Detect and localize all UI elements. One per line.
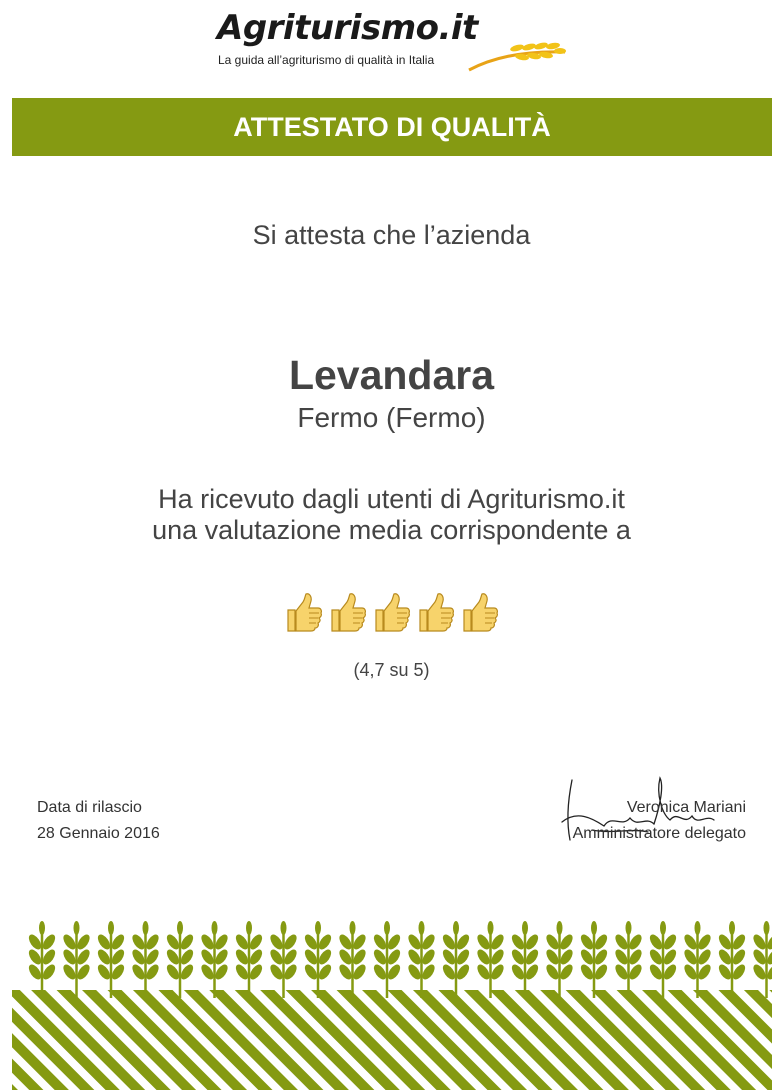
- wheat-stalk-icon: [509, 921, 540, 998]
- wheat-stalk-icon: [578, 921, 609, 998]
- thumbs-up-icon: [284, 592, 324, 634]
- signer-block: [573, 795, 746, 847]
- wheat-stalk-icon: [371, 921, 402, 998]
- rating-message-line-1: Ha ricevuto dagli utenti di Agriturismo.it: [158, 484, 625, 514]
- wheat-stalk-icon: [544, 921, 575, 998]
- wheat-stalk-icon: [440, 921, 471, 998]
- thumbs-up-icon: [328, 592, 368, 634]
- wheat-stalk-icon: [302, 921, 333, 998]
- signer-name: Veronica Mariani: [626, 799, 746, 816]
- rating-message-line-2: una valutazione media corrispondente a: [152, 515, 631, 545]
- wheat-stalk-icon: [199, 921, 230, 998]
- wheat-stalk-icon: [233, 921, 264, 998]
- company-location: Fermo (Fermo): [297, 402, 486, 433]
- wheat-stalk-icon: [164, 921, 195, 998]
- wheat-field-decoration: [12, 920, 772, 1090]
- wheat-stalk-icon: [751, 921, 772, 998]
- wheat-stalk-icon: [337, 921, 368, 998]
- wheat-stalk-icon: [475, 921, 506, 998]
- thumbs-up-icon: [416, 592, 456, 634]
- wheat-stalk-icon: [26, 921, 57, 998]
- wheat-stalk-icon: [268, 921, 299, 998]
- wheat-stalk-icon: [130, 921, 161, 998]
- wheat-stalk-icon: [682, 921, 713, 998]
- thumbs-up-icon: [460, 592, 500, 634]
- wheat-stalk-icon: [647, 921, 678, 998]
- thumbs-up-icon: [372, 592, 412, 634]
- issue-date-block: [37, 795, 160, 847]
- issue-date-label: Data di rilascio: [37, 799, 142, 816]
- wheat-stalk-icon: [716, 921, 747, 998]
- logo-tagline: La guida all’agriturismo di qualità in Italia: [218, 53, 435, 67]
- issue-date-value: 28 Gennaio 2016: [37, 825, 160, 842]
- wheat-stalk-icon: [61, 921, 92, 998]
- rating-score: (4,7 su 5): [353, 660, 430, 680]
- site-logo: [217, 8, 577, 72]
- certificate-banner: ATTESTATO DI QUALITÀ: [12, 98, 772, 156]
- company-name: Levandara: [288, 352, 495, 398]
- wheat-stalk-icon: [406, 921, 437, 998]
- signer-role: Amministratore delegato: [572, 825, 746, 842]
- wheat-logo-icon: [467, 38, 567, 72]
- wheat-stalk-icon: [95, 921, 126, 998]
- rating-thumbs: [0, 592, 783, 639]
- intro-text: Si attesta che l’azienda: [252, 220, 531, 250]
- wheat-stalk-icon: [613, 921, 644, 998]
- logo-wordmark: Agriturismo.it: [217, 8, 478, 48]
